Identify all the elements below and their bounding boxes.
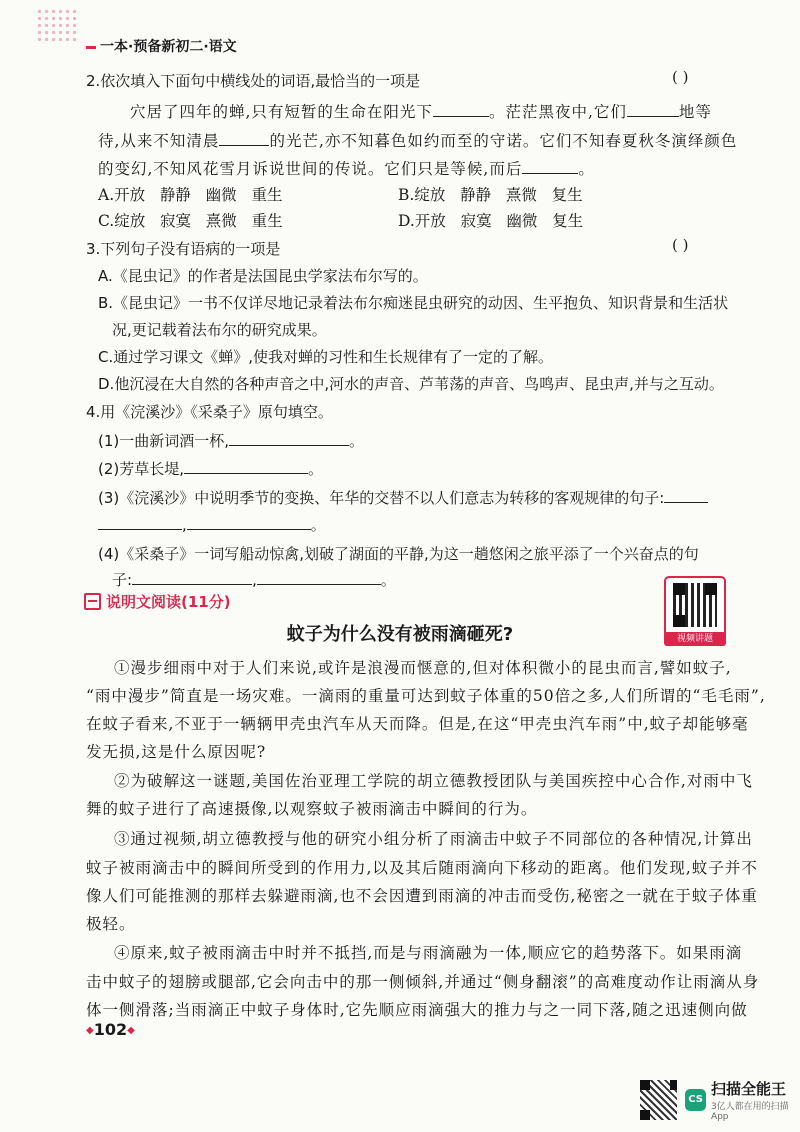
q2-option-d[interactable]: D.开放 寂寞 幽微 复生 [398, 212, 584, 230]
text: (2)芳草长堤, [98, 460, 185, 478]
text: 的光芒,亦不知暮色如约而至的守诺。它们不知春夏秋冬演绎颜色 [269, 132, 738, 150]
q4-blank-1[interactable] [229, 431, 349, 446]
article-p4-line-2: 击中蚊子的翅膀或腿部,它会向击中的那一侧倾斜,并通过“侧身翻滚”的高难度动作让雨滴从身 [86, 973, 760, 991]
article-p2-line-1: ②为破解这一谜题,美国佐治亚理工学院的胡立德教授团队与美国疾控中心合作,对雨中飞 [114, 772, 753, 790]
text: (1)一曲新词酒一杯, [98, 432, 230, 450]
page-header [86, 36, 237, 56]
q4-blank-5[interactable] [187, 515, 311, 530]
article-p3-line-2: 蚊子被雨滴击中的瞬间所受到的作用力,以及其后随雨滴向下移动的距离。他们发现,蚊子并不 [86, 859, 758, 877]
text: 。 [380, 571, 396, 589]
text: 的变幻,不知风花雪月诉说世间的传说。它们只是等候,而后 [98, 160, 523, 178]
decorative-dot-pattern [36, 8, 80, 42]
camscanner-watermark [640, 1078, 800, 1122]
text: , [182, 516, 187, 534]
q3-option-a[interactable]: A.《昆虫记》的作者是法国昆虫学家法布尔写的。 [98, 267, 428, 285]
text: 待,从来不知清晨 [98, 132, 220, 150]
book-icon [84, 593, 101, 610]
q4-blank-2[interactable] [184, 459, 308, 474]
q2-option-c[interactable]: C.绽放 寂寞 熹微 重生 [98, 212, 283, 230]
q2-blank-1[interactable] [433, 102, 489, 117]
camscanner-logo: CS [685, 1089, 706, 1111]
q4-item-3-cont [98, 514, 326, 535]
article-p1-line-1: ①漫步细雨中对于人们来说,或许是浪漫而惬意的,但对体积微小的昆虫而言,譬如蚊子, [114, 659, 732, 677]
article-p4-line-3: 体一侧滑落;当雨滴正中蚊子身体时,它先顺应雨滴强大的推力与之一同下落,随之迅速侧向做 [86, 1001, 748, 1019]
article-p4-line-1: ④原来,蚊子被雨滴击中时并不抵挡,而是与雨滴融为一体,顺应它的趋势落下。如果雨滴 [114, 944, 743, 962]
q4-item-4: (4)《采桑子》一词写船动惊禽,划破了湖面的平静,为这一趟悠闲之旅平添了一个兴奋点的句 [98, 545, 699, 563]
article-p3-line-4: 极轻。 [86, 915, 136, 933]
q2-option-b[interactable]: B.绽放 静静 熹微 复生 [398, 186, 583, 204]
diamond-icon: ◆ [127, 1025, 135, 1036]
text: 。茫茫黑夜中,它们 [488, 103, 627, 121]
q2-passage-line-1 [130, 100, 712, 122]
text: 子: [112, 571, 133, 589]
article-p2-line-2: 舞的蚊子进行了高速摄像,以观察蚊子被雨滴击中瞬间的行为。 [86, 800, 538, 818]
text: 。 [349, 432, 365, 450]
q4-stem: 4.用《浣溪沙》《采桑子》原句填空。 [86, 403, 333, 421]
app-slogan: 3亿人都在用的扫描App [710, 1102, 789, 1122]
q4-blank-3[interactable] [664, 488, 708, 503]
q3-option-b-line-2: 况,更记载着法布尔的研究成果。 [112, 321, 327, 339]
article-p1-line-3: 在蚊子看来,不亚于一辆辆甲壳虫汽车从天而降。但是,在这“甲壳虫汽车雨”中,蚊子却能够毫 [86, 715, 749, 733]
q2-stem: 2.依次填入下面句中横线处的词语,最恰当的一项是 [86, 72, 421, 90]
q2-passage-line-3 [98, 157, 595, 179]
text: 。 [310, 516, 326, 534]
q2-option-a[interactable]: A.开放 静静 幽微 重生 [98, 186, 283, 204]
article-p3-line-3: 像人们可能推测的那样去躲避雨滴,也不会因遭到雨滴的冲击而受伤,秘密之一就在于蚊子体重 [86, 887, 758, 905]
article-p3-line-1: ③通过视频,胡立德教授与他的研究小组分析了雨滴击中蚊子不同部位的各种情况,计算出 [114, 830, 753, 848]
text: , [252, 571, 257, 589]
q2-blank-3[interactable] [219, 131, 269, 146]
article-p1-line-2: “雨中漫步”简直是一场灾难。一滴雨的重量可达到蚊子体重的50倍之多,人们所谓的“毛毛雨”, [86, 687, 766, 705]
q4-blank-7[interactable] [257, 570, 381, 585]
section-heading [84, 591, 231, 612]
text: 。 [578, 160, 595, 178]
text: (3)《浣溪沙》中说明季节的变换、年华的交替不以人们意志为转移的客观规律的句子: [98, 489, 665, 507]
app-name: 扫描全能王 [710, 1080, 786, 1098]
q4-item-1 [98, 430, 364, 451]
video-tag[interactable]: 视频讲题 [664, 632, 726, 646]
text: 穴居了四年的蝉,只有短暂的生命在阳光下 [130, 103, 433, 121]
q3-option-c[interactable]: C.通过学习课文《蝉》,使我对蝉的习性和生长规律有了一定的了解。 [98, 348, 554, 366]
q2-passage-line-2 [98, 129, 737, 151]
article-p1-line-4: 发无损,这是什么原因呢? [86, 743, 267, 761]
q2-answer-paren[interactable]: ( ) [672, 68, 689, 86]
q4-item-2 [98, 458, 323, 479]
text: 。 [308, 460, 324, 478]
q4-item-3 [98, 487, 708, 508]
q2-blank-2[interactable] [627, 102, 679, 117]
q2-blank-4[interactable] [522, 159, 578, 174]
text: 地等 [678, 103, 712, 121]
q3-stem: 3.下列句子没有语病的一项是 [86, 240, 281, 258]
header-mark [86, 46, 96, 49]
diamond-icon: ◆ [86, 1025, 94, 1036]
page-number [86, 1020, 135, 1039]
qr-code-icon [640, 1080, 677, 1120]
article-title: 蚊子为什么没有被雨滴砸死? [286, 624, 514, 645]
q3-answer-paren[interactable]: ( ) [672, 236, 689, 254]
q3-option-b-line-1[interactable]: B.《昆虫记》一书不仅详尽地记录着法布尔痴迷昆虫研究的动因、生平抱负、知识背景和生活状 [98, 294, 729, 312]
q4-item-4-cont [112, 569, 396, 590]
page-number-text: 102 [93, 1020, 128, 1039]
q3-option-d[interactable]: D.他沉浸在大自然的各种声音之中,河水的声音、芦苇荡的声音、鸟鸣声、昆虫声,并与之互动。 [98, 375, 724, 393]
q4-blank-4[interactable] [98, 515, 182, 530]
section-label: 说明文阅读(11分) [106, 593, 231, 611]
q4-blank-6[interactable] [132, 570, 252, 585]
header-title: 一本·预备新初二·语文 [100, 39, 237, 55]
